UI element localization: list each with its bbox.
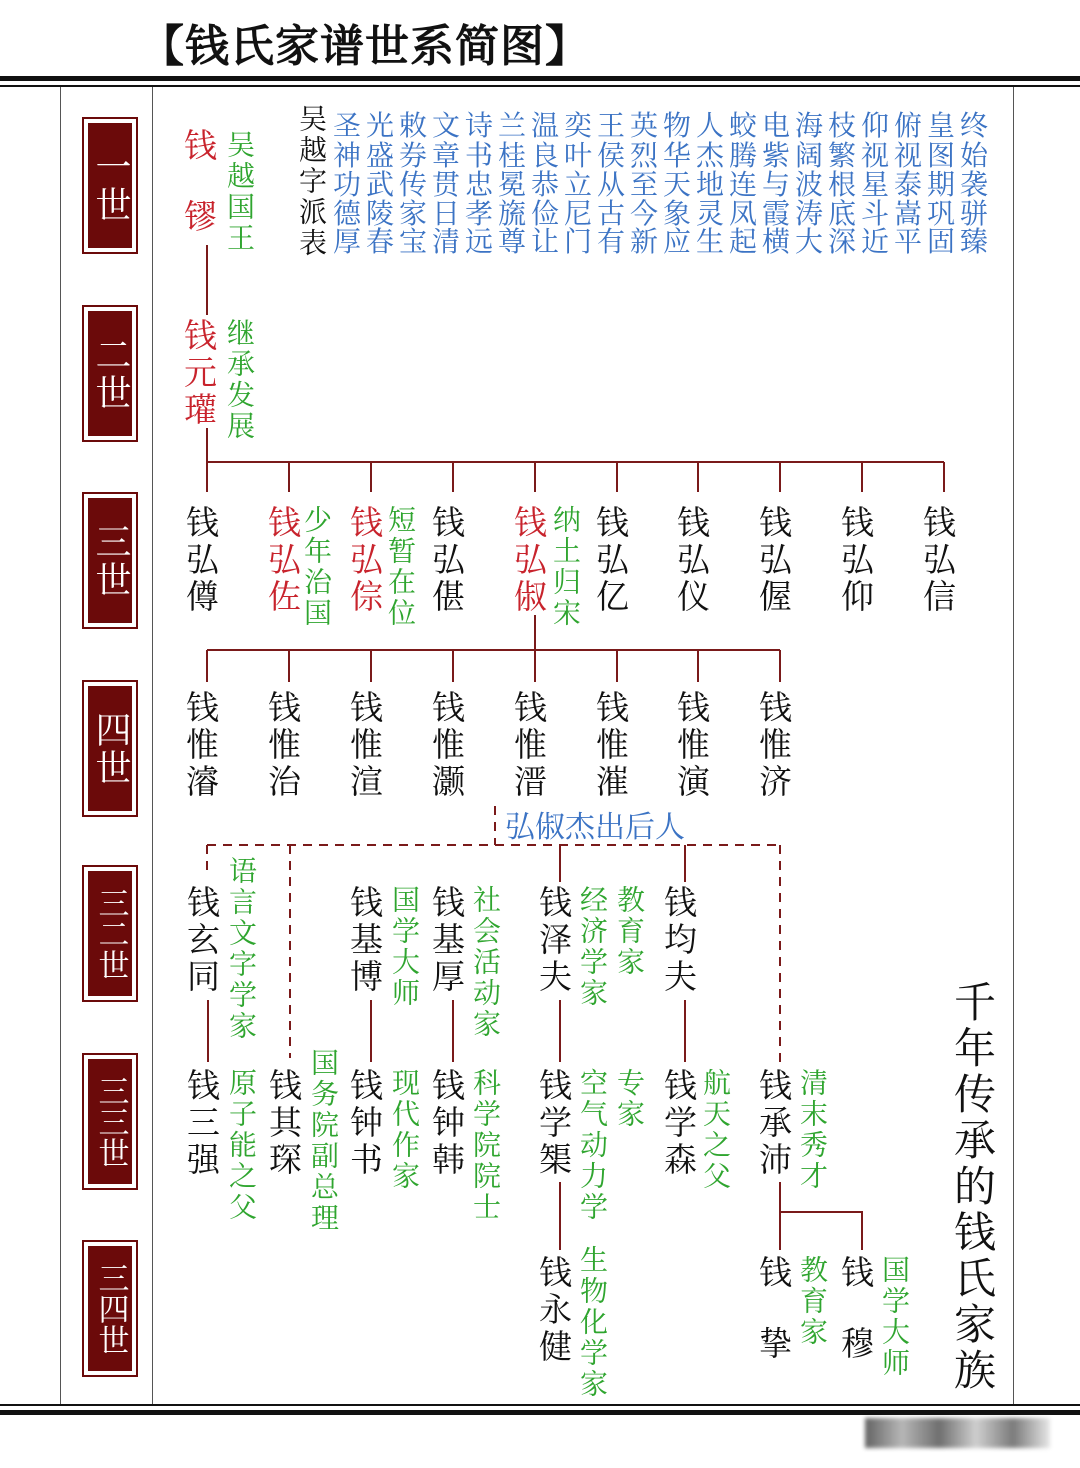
person-gen4: 钱惟濬	[181, 690, 220, 801]
person-gen3: 钱弘倧	[345, 505, 384, 616]
person-note: 继承发展	[223, 318, 256, 442]
person-note: 国学大师	[388, 885, 421, 1009]
person-gen32: 钱基博	[345, 885, 384, 996]
page-title: 【钱氏家谱世系简图】	[140, 21, 590, 72]
person-gen3: 钱弘偡	[427, 505, 466, 616]
person-gen33: 钱钟书	[345, 1068, 384, 1179]
generation-label-33: 三三世	[82, 1053, 138, 1190]
person-gen4: 钱惟治	[263, 690, 302, 801]
person-note: 科学院院士	[469, 1068, 502, 1223]
person-note: 航天之父	[699, 1068, 732, 1192]
person-gen34: 钱永健	[534, 1255, 573, 1366]
watermark	[865, 1418, 1050, 1448]
person-note: 纳土归宋	[549, 505, 582, 629]
person-gen3: 钱弘仪	[672, 505, 711, 616]
person-gen34: 钱穆	[836, 1255, 875, 1397]
person-gen32: 钱泽夫	[534, 885, 573, 996]
person-gen32: 钱基厚	[427, 885, 466, 996]
person-gen33: 钱其琛	[264, 1068, 303, 1179]
person-gen4: 钱惟济	[754, 690, 793, 801]
person-note: 教育家	[796, 1255, 829, 1348]
paipu-row-3: 功武传贯忠冕恭立从至天地连与波根星泰期袭	[333, 168, 994, 201]
side-title: 千年传承的钱氏家族	[948, 980, 997, 1394]
paipu-row-1: 圣光敕文诗兰温奕王英物人蛟电海枝仰俯皇终	[333, 109, 994, 142]
person-gen33: 钱钟韩	[427, 1068, 466, 1179]
person-gen3: 钱弘偓	[754, 505, 793, 616]
person-note: 专家	[613, 1068, 646, 1130]
person-gen33: 钱三强	[182, 1068, 221, 1179]
paipu-row-5: 厚春宝清远尊让门有新应生起横大深近平固臻	[333, 225, 994, 258]
person-qian-liu: 钱镠	[179, 128, 218, 270]
person-gen32: 钱均夫	[659, 885, 698, 996]
person-gen3: 钱弘仰	[836, 505, 875, 616]
generation-label-1: 一世	[82, 117, 138, 254]
person-qian-yuanguan: 钱元瓘	[179, 318, 218, 429]
person-note: 教育家	[613, 885, 646, 978]
person-gen3: 钱弘佐	[263, 505, 302, 616]
generation-label-34: 三四世	[82, 1240, 138, 1377]
generation-label-3: 三世	[82, 492, 138, 629]
generation-label-2: 二世	[82, 305, 138, 442]
generation-label-4: 四世	[82, 680, 138, 817]
person-gen4: 钱惟灏	[427, 690, 466, 801]
person-gen34: 钱挚	[754, 1255, 793, 1397]
person-note: 少年治国	[300, 505, 333, 629]
person-gen3: 钱弘信	[918, 505, 957, 616]
person-note: 经济学家	[576, 885, 609, 1009]
paipu-row-4: 德陵家日孝旒俭尼古今象灵凤霞涛底斗嵩巩骈	[333, 197, 994, 230]
person-note: 空气动力学	[576, 1068, 609, 1223]
person-gen4: 钱惟渲	[345, 690, 384, 801]
person-gen4: 钱惟漼	[591, 690, 630, 801]
person-gen3-qian-hongchu: 钱弘俶	[509, 505, 548, 616]
person-note: 国务院副总理	[307, 1048, 340, 1234]
person-note: 现代作家	[388, 1068, 421, 1192]
person-note: 吴越国王	[223, 130, 256, 254]
paipu-row-2: 神盛券章书桂良叶侯烈华杰腾紫阔繁视视图始	[333, 139, 994, 172]
person-note: 短暂在位	[384, 505, 417, 629]
person-note: 原子能之父	[225, 1068, 258, 1223]
person-gen33-qian-xuesen: 钱学森	[659, 1068, 698, 1179]
person-note: 社会活动家	[469, 885, 502, 1040]
paipu-label: 吴越字派表	[295, 104, 328, 259]
person-gen3: 钱弘僔	[181, 505, 220, 616]
descendants-label: 弘俶杰出后人	[505, 810, 685, 845]
person-note: 语言文字学家	[225, 856, 258, 1042]
person-gen3: 钱弘亿	[591, 505, 630, 616]
person-gen4: 钱惟演	[672, 690, 711, 801]
person-gen4: 钱惟溍	[509, 690, 548, 801]
person-gen33: 钱学榘	[534, 1068, 573, 1179]
person-note: 国学大师	[878, 1255, 911, 1379]
generation-label-32: 三二世	[82, 865, 138, 1002]
person-gen33: 钱承沛	[754, 1068, 793, 1179]
person-gen32: 钱玄同	[182, 885, 221, 996]
person-note: 生物化学家	[576, 1245, 609, 1400]
person-note: 清末秀才	[796, 1068, 829, 1192]
